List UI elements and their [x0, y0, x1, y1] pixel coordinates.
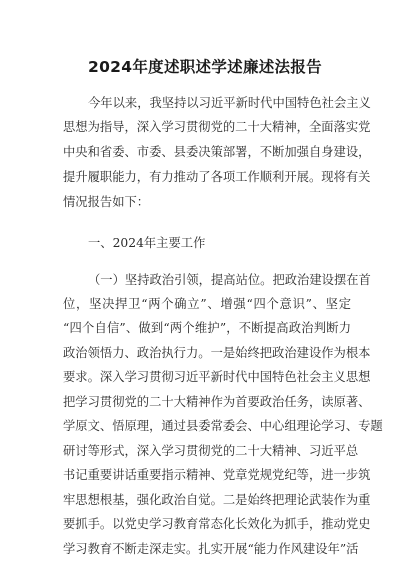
- body-line-6: 把学习贯彻党的二十大精神作为首要政治任务，读原著、: [63, 395, 371, 409]
- body-line-4: 政治领悟力、政治执行力。一是始终把政治建设作为根本: [63, 346, 371, 360]
- intro-line-4: 提升履职能力，有力推动了各项工作顺利开展。现将有关: [63, 170, 371, 184]
- body-line-7: 学原文、悟原理，通过县委常委会、中心组理论学习、专题: [63, 419, 383, 433]
- document-title: 2024年度述职述学述廉述法报告: [88, 58, 322, 76]
- body-line-2: 位，坚决捍卫“两个确立”、增强“四个意识”、坚定: [63, 297, 351, 311]
- body-line-8: 研讨等形式，深入学习贯彻党的二十大精神、习近平总: [63, 444, 359, 458]
- body-line-3: “四个自信”、做到“两个维护”，不断提高政治判断力: [63, 321, 351, 335]
- body-line-12: 学习教育不断走深走实。扎实开展“能力作风建设年”活: [63, 542, 359, 556]
- body-line-10: 牢思想根基，强化政治自觉。二是始终把理论武装作为重: [63, 493, 371, 507]
- body-line-1: （一）坚持政治引领，提高站位。把政治建设摆在首: [88, 273, 371, 287]
- body-line-11: 要抓手。以党史学习教育常态化长效化为抓手，推动党史: [63, 517, 371, 531]
- body-line-9: 书记重要讲话重要指示精神、党章党规党纪等，进一步筑: [63, 468, 371, 482]
- intro-line-1: 今年以来，我坚持以习近平新时代中国特色社会主义: [88, 96, 371, 110]
- intro-line-3: 中央和省委、市委、县委决策部署，不断加强自身建设，: [63, 145, 371, 159]
- intro-line-5: 情况报告如下：: [63, 195, 150, 209]
- body-line-5: 要求。深入学习贯彻习近平新时代中国特色社会主义思想: [63, 370, 371, 384]
- intro-line-2: 思想为指导，深入学习贯彻党的二十大精神，全面落实党: [63, 120, 371, 134]
- section-heading: 一、2024年主要工作: [88, 236, 206, 250]
